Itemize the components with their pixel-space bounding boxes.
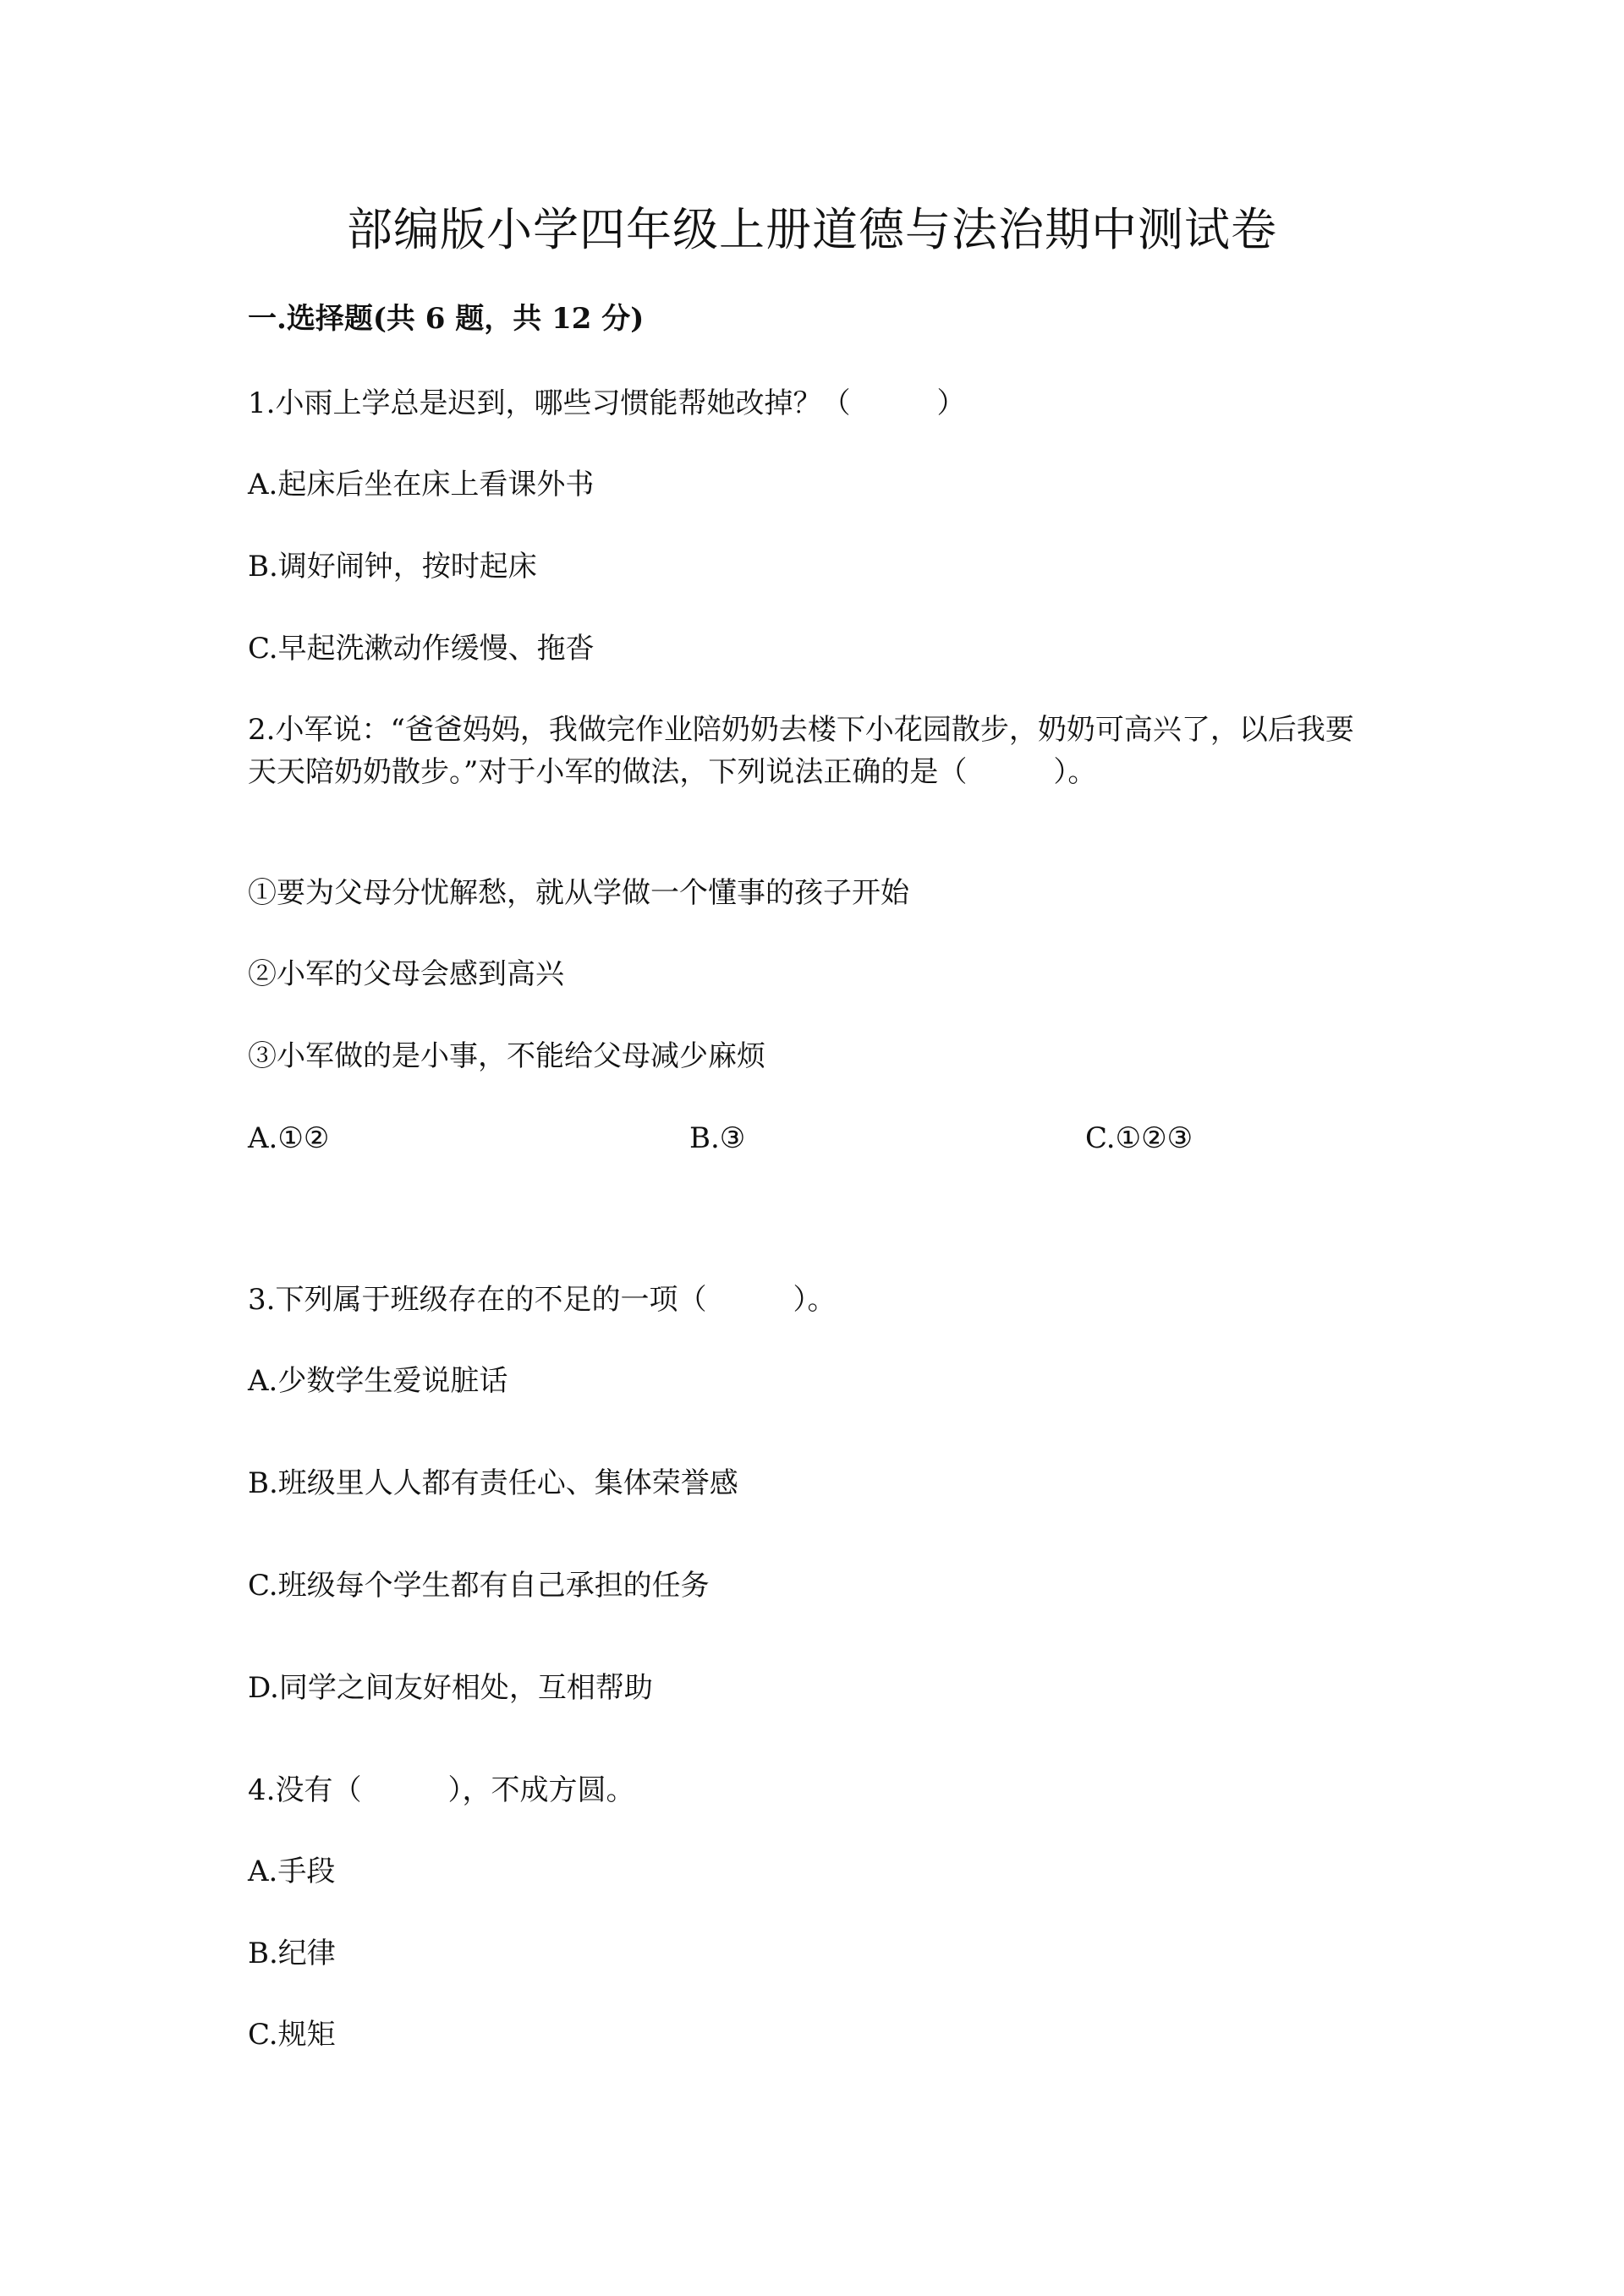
question-2-stem: 2.小军说：“爸爸妈妈，我做完作业陪奶奶去楼下小花园散步，奶奶可高兴了，以后我要天天陪奶奶散步。”对于小军的做法，下列说法正确的是（ ）。	[248, 713, 1354, 789]
question-3-option-b: B.班级里人人都有责任心、集体荣誉感	[248, 1466, 738, 1500]
question-1-stem: 1.小雨上学总是迟到，哪些习惯能帮她改掉？（ ）	[248, 386, 966, 420]
question-3-option-c: C.班级每个学生都有自己承担的任务	[248, 1569, 710, 1603]
question-2-option-a: A.①②	[248, 1121, 330, 1155]
question-2-statement-1: ①要为父母分忧解愁，就从学做一个懂事的孩子开始	[248, 876, 909, 910]
question-2-option-b: B.③	[689, 1121, 746, 1155]
question-4-option-b: B.纪律	[248, 1937, 336, 1970]
page-title: 部编版小学四年级上册道德与法治期中测试卷	[347, 203, 1277, 256]
question-2-option-c: C.①②③	[1085, 1121, 1193, 1155]
question-3-option-a: A.少数学生爱说脏话	[248, 1364, 508, 1398]
question-4-option-a: A.手段	[248, 1855, 336, 1888]
question-2-options	[248, 1117, 1373, 1159]
question-2-statement-3: ③小军做的是小事，不能给父母减少麻烦	[248, 1039, 765, 1073]
question-1-option-c: C.早起洗漱动作缓慢、拖沓	[248, 632, 595, 666]
question-3-stem: 3.下列属于班级存在的不足的一项（ ）。	[248, 1283, 837, 1317]
question-3-option-d: D.同学之间友好相处，互相帮助	[248, 1671, 653, 1705]
question-2-statement-2: ②小军的父母会感到高兴	[248, 957, 564, 991]
question-4-option-c: C.规矩	[248, 2018, 336, 2052]
question-1-option-a: A.起床后坐在床上看课外书	[248, 468, 595, 501]
question-4-stem: 4.没有（ ），不成方圆。	[248, 1773, 635, 1807]
section-heading: 一.选择题(共 6 题，共 12 分)	[248, 302, 645, 336]
question-1-option-b: B.调好闹钟，按时起床	[248, 550, 537, 584]
